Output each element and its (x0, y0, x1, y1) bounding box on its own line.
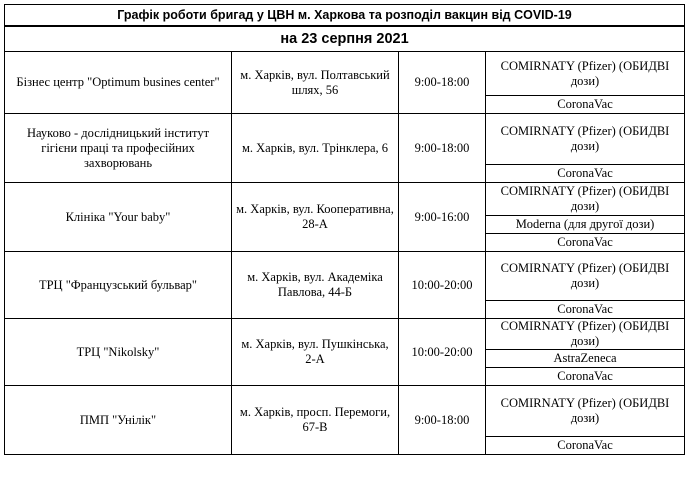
location-name: ПМП "Унілік" (5, 386, 232, 455)
vaccine-cell: COMIRNATY (Pfizer) (ОБИДВІ дози) (486, 252, 685, 301)
vaccine-cell: COMIRNATY (Pfizer) (ОБИДВІ дози) (486, 52, 685, 96)
location-address: м. Харків, вул. Академіка Павлова, 44-Б (232, 252, 399, 319)
location-name: Науково - дослідницький інститут гігієни праці та професійних захворювань (5, 114, 232, 183)
working-hours: 9:00-18:00 (399, 52, 486, 114)
table-row (5, 114, 685, 165)
location-address: м. Харків, просп. Перемоги, 67-В (232, 386, 399, 455)
location-address: м. Харків, вул. Пушкінська, 2-А (232, 319, 399, 386)
location-name: Клініка "Your baby" (5, 183, 232, 252)
vaccine-cell: COMIRNATY (Pfizer) (ОБИДВІ дози) (486, 319, 685, 350)
working-hours: 9:00-18:00 (399, 386, 486, 455)
vaccine-cell: CoronaVac (486, 437, 685, 455)
location-name: ТРЦ "Французський бульвар" (5, 252, 232, 319)
title-row (5, 5, 685, 27)
vaccine-cell: CoronaVac (486, 165, 685, 183)
vaccine-cell: CoronaVac (486, 96, 685, 114)
table-title: Графік роботи бригад у ЦВН м. Харкова та розподіл вакцин від COVID-19 (5, 5, 685, 27)
table-row (5, 386, 685, 437)
date-row (5, 26, 685, 52)
vaccine-cell: COMIRNATY (Pfizer) (ОБИДВІ дози) (486, 114, 685, 165)
schedule-table (4, 4, 685, 455)
location-name: ТРЦ "Nikolsky" (5, 319, 232, 386)
working-hours: 10:00-20:00 (399, 319, 486, 386)
vaccine-cell: CoronaVac (486, 368, 685, 386)
vaccine-cell: COMIRNATY (Pfizer) (ОБИДВІ дози) (486, 183, 685, 216)
table-row (5, 252, 685, 301)
vaccine-cell: AstraZeneca (486, 350, 685, 368)
vaccine-cell: Moderna (для другої дози) (486, 216, 685, 234)
table-row (5, 52, 685, 96)
vaccine-cell: CoronaVac (486, 301, 685, 319)
table-row (5, 183, 685, 216)
location-address: м. Харків, вул. Кооперативна, 28-А (232, 183, 399, 252)
table-row (5, 319, 685, 350)
location-address: м. Харків, вул. Трінклера, 6 (232, 114, 399, 183)
working-hours: 9:00-16:00 (399, 183, 486, 252)
working-hours: 9:00-18:00 (399, 114, 486, 183)
location-name: Бізнес центр "Optimum busines center" (5, 52, 232, 114)
location-address: м. Харків, вул. Полтавський шлях, 56 (232, 52, 399, 114)
working-hours: 10:00-20:00 (399, 252, 486, 319)
table-date: на 23 серпня 2021 (5, 26, 685, 52)
vaccine-cell: CoronaVac (486, 234, 685, 252)
vaccine-cell: COMIRNATY (Pfizer) (ОБИДВІ дози) (486, 386, 685, 437)
